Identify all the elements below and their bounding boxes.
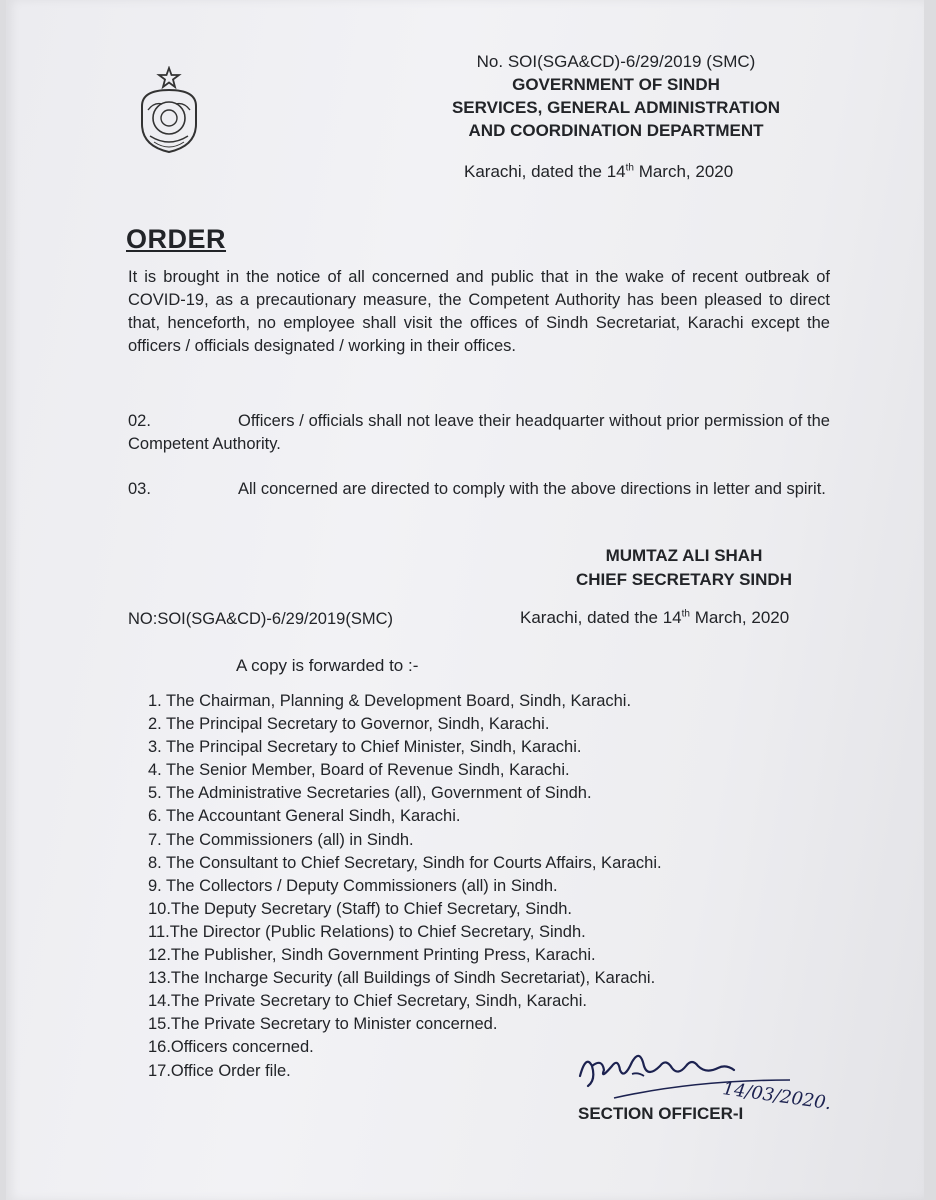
signatory-title: CHIEF SECRETARY SINDH	[576, 570, 792, 589]
list-item: 8. The Consultant to Chief Secretary, Sindh for Courts Affairs, Karachi.	[148, 853, 662, 872]
list-item: 9. The Collectors / Deputy Commissioners (all) in Sindh.	[148, 876, 558, 895]
letterhead	[406, 50, 826, 142]
list-item: 5. The Administrative Secretaries (all), Government of Sindh.	[148, 784, 592, 803]
section-officer-label: SECTION OFFICER-I	[578, 1104, 744, 1123]
issue-date: Karachi, dated the 14th March, 2020	[464, 162, 734, 181]
order-paragraph-3: 03. All concerned are directed to comply with the above directions in letter and spirit.	[128, 478, 830, 501]
letterhead-department-line2: AND COORDINATION DEPARTMENT	[468, 121, 764, 140]
list-item: 16.Officers concerned.	[148, 1038, 314, 1057]
order-paragraph-1: It is brought in the notice of all concerned and public that in the wake of recent outbreak of COVID-19, as a precautionary measure, the Competent Authority has been pleased to direct that, henceforth, no employee shall visit the offices of Sindh Secretariat, Karachi except the officers / officials designated / working in their offices.	[128, 268, 830, 355]
signatory-block	[554, 544, 814, 592]
signature-date: 14/03/2020.	[721, 1078, 833, 1115]
list-item: 7. The Commissioners (all) in Sindh.	[148, 830, 414, 849]
copy-recipient-list	[148, 690, 662, 1083]
list-item: 13.The Incharge Security (all Buildings of Sindh Secretariat), Karachi.	[148, 969, 656, 988]
list-item: 14.The Private Secretary to Chief Secretary, Sindh, Karachi.	[148, 992, 587, 1011]
letterhead-government: GOVERNMENT OF SINDH	[512, 75, 720, 94]
copy-reference-number: NO:SOI(SGA&CD)-6/29/2019(SMC)	[128, 610, 393, 628]
list-item: 10.The Deputy Secretary (Staff) to Chief Secretary, Sindh.	[148, 899, 573, 918]
government-seal-icon	[134, 66, 204, 154]
list-item: 15.The Private Secretary to Minister concerned.	[148, 1015, 498, 1034]
letterhead-department-line1: SERVICES, GENERAL ADMINISTRATION	[451, 98, 781, 117]
list-item: 4. The Senior Member, Board of Revenue Sindh, Karachi.	[148, 761, 570, 780]
paragraph-number: 02.	[128, 412, 151, 430]
page-title: ORDER	[126, 224, 227, 254]
paragraph-number: 03.	[128, 480, 151, 498]
list-item: 1. The Chairman, Planning & Development Board, Sindh, Karachi.	[148, 692, 632, 710]
copy-forwarded-heading: A copy is forwarded to :-	[236, 656, 419, 675]
list-item: 6. The Accountant General Sindh, Karachi.	[148, 807, 461, 826]
order-paragraph-2: 02. Officers / officials shall not leave their headquarter without prior permission of the Competent Authority.	[128, 412, 830, 453]
document-page	[6, 0, 924, 1200]
list-item: 17.Office Order file.	[148, 1061, 291, 1080]
list-item: 3. The Principal Secretary to Chief Minister, Sindh, Karachi.	[148, 738, 582, 757]
copy-date: Karachi, dated the 14th March, 2020	[520, 608, 790, 627]
document-reference-number: No. SOI(SGA&CD)-6/29/2019 (SMC)	[476, 52, 756, 71]
signatory-name: MUMTAZ ALI SHAH	[605, 546, 763, 565]
list-item: 11.The Director (Public Relations) to Chief Secretary, Sindh.	[148, 922, 586, 941]
list-item: 2. The Principal Secretary to Governor, Sindh, Karachi.	[148, 715, 550, 734]
list-item: 12.The Publisher, Sindh Government Printing Press, Karachi.	[148, 946, 596, 965]
